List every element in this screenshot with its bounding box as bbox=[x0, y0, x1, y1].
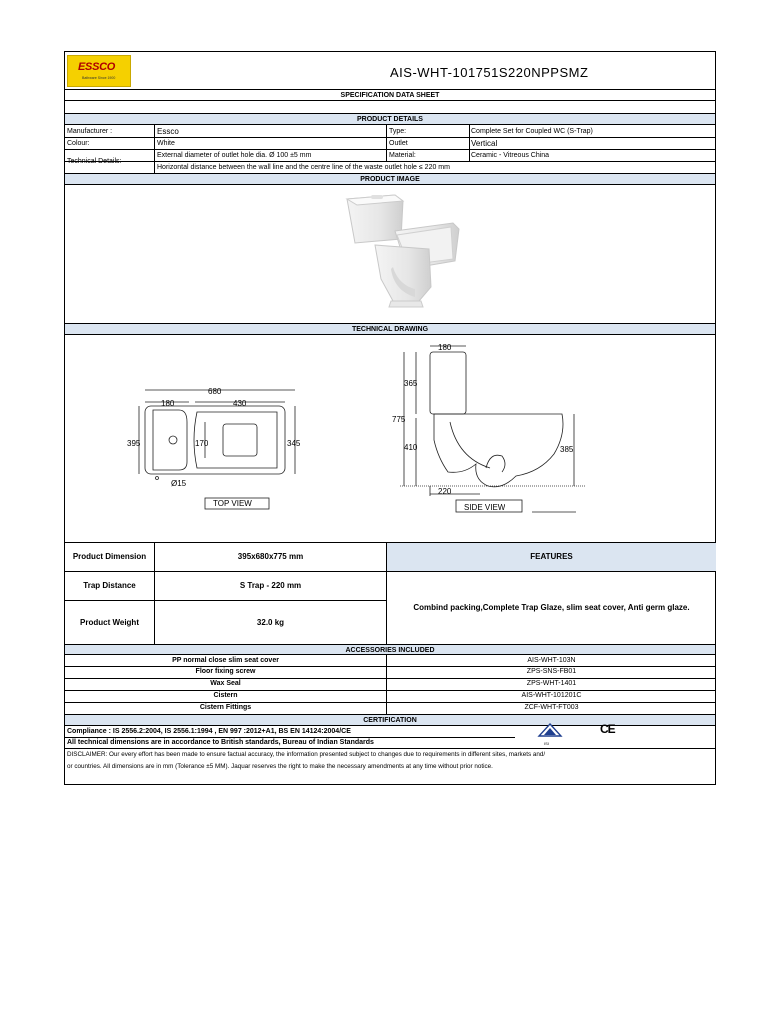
top-dim-680: 680 bbox=[208, 387, 222, 396]
product-dimension-value: 395x680x775 mm bbox=[237, 552, 304, 561]
product-image-heading: PRODUCT IMAGE bbox=[65, 173, 715, 185]
trap-distance-label: Trap Distance bbox=[83, 581, 136, 590]
isi-mark-icon bbox=[537, 722, 563, 746]
model-code: AIS-WHT-101751S220NPPSMZ bbox=[390, 65, 589, 80]
type-value: Complete Set for Coupled WC (S-Trap) bbox=[471, 128, 593, 135]
isi-mark-text: ISI bbox=[544, 741, 549, 746]
side-dim-775: 775 bbox=[392, 415, 406, 424]
technical-line2: Horizontal distance between the wall line and the centre line of the waste outlet hole ≤ 220 mm bbox=[157, 164, 450, 171]
material-label: Material: bbox=[389, 152, 416, 159]
disclaimer-line2: or countries. All dimensions are in mm (Tolerance ±5 MM). Jaquar reserves the right to make the necessary amendments at any time without prior notice. bbox=[67, 763, 493, 770]
side-dim-410: 410 bbox=[404, 443, 418, 452]
essco-logo bbox=[67, 55, 131, 87]
accessory-code: ZCF-WHT-FT003 bbox=[524, 704, 579, 711]
accessory-name: Cistern Fittings bbox=[199, 704, 252, 711]
spec-title: SPECIFICATION DATA SHEET bbox=[65, 89, 715, 101]
features-text: Combind packing,Complete Trap Glaze, slim seat cover, Anti germ glaze. bbox=[413, 603, 690, 612]
manufacturer-label: Manufacturer : bbox=[67, 128, 113, 135]
product-weight-label: Product Weight bbox=[80, 617, 139, 627]
side-dim-180: 180 bbox=[438, 343, 452, 352]
top-dim-170: 170 bbox=[195, 439, 209, 448]
product-photo bbox=[335, 189, 465, 319]
accessory-name: Cistern bbox=[213, 692, 238, 699]
certification-heading: CERTIFICATION bbox=[65, 714, 715, 726]
accessory-code: AIS-WHT-101201C bbox=[521, 692, 582, 699]
top-dim-15: Ø15 bbox=[171, 479, 187, 488]
type-label: Type: bbox=[389, 128, 407, 135]
manufacturer-value: Essco bbox=[157, 127, 179, 136]
product-weight-value: 32.0 kg bbox=[256, 617, 285, 627]
features-heading: FEATURES bbox=[530, 552, 573, 561]
standards-note: All technical dimensions are in accordance to British standards, Bureau of Indian Standards bbox=[67, 739, 374, 746]
technical-label: Technical Details: bbox=[67, 158, 122, 165]
top-dim-395: 395 bbox=[127, 439, 141, 448]
top-view-caption: TOP VIEW bbox=[213, 499, 252, 508]
side-dim-220: 220 bbox=[438, 487, 452, 496]
technical-line1: External diameter of outlet hole dia. Ø 100 ±5 mm bbox=[157, 152, 312, 159]
compliance-text: Compliance : IS 2556.2:2004, IS 2556.1:1994 , EN 997 :2012+A1, BS EN 14124:2004/CE bbox=[67, 728, 351, 735]
logo-text: ESSCO bbox=[78, 61, 116, 73]
top-dim-345: 345 bbox=[287, 439, 301, 448]
accessory-name: Wax Seal bbox=[210, 680, 241, 687]
outlet-label: Outlet bbox=[389, 140, 408, 147]
accessories-heading: ACCESSORIES INCLUDED bbox=[65, 644, 715, 655]
side-view-caption: SIDE VIEW bbox=[464, 503, 506, 512]
product-dimension-label: Product Dimension bbox=[72, 552, 147, 561]
accessory-code: ZPS-WHT-1401 bbox=[526, 680, 577, 687]
side-view-drawing bbox=[390, 340, 590, 520]
technical-drawing-heading: TECHNICAL DRAWING bbox=[65, 323, 715, 335]
ce-mark: CE bbox=[600, 722, 615, 736]
accessory-code: ZPS-SNS-FB01 bbox=[526, 668, 577, 675]
logo-tagline: Bathware Since 1900 bbox=[82, 76, 116, 80]
accessory-code: AIS-WHT-103N bbox=[527, 657, 576, 664]
material-value: Ceramic - Vitreous China bbox=[471, 152, 550, 159]
top-dim-430: 430 bbox=[233, 399, 247, 408]
colour-label: Colour: bbox=[67, 140, 90, 147]
side-dim-365: 365 bbox=[404, 379, 418, 388]
trap-distance-value: S Trap - 220 mm bbox=[239, 581, 302, 590]
accessory-name: Floor fixing screw bbox=[195, 668, 256, 675]
colour-value: White bbox=[157, 140, 175, 147]
side-dim-385: 385 bbox=[560, 445, 574, 454]
outlet-value: Vertical bbox=[471, 139, 498, 148]
disclaimer-line1: DISCLAIMER: Our every effort has been made to ensure factual accuracy, the information presented subject to changes due to requirements in different sites, markets and/ bbox=[67, 751, 546, 758]
spec-sheet bbox=[64, 51, 716, 785]
top-dim-180: 180 bbox=[161, 399, 175, 408]
product-details-heading: PRODUCT DETAILS bbox=[65, 113, 715, 125]
accessory-name: PP normal close slim seat cover bbox=[172, 657, 279, 664]
